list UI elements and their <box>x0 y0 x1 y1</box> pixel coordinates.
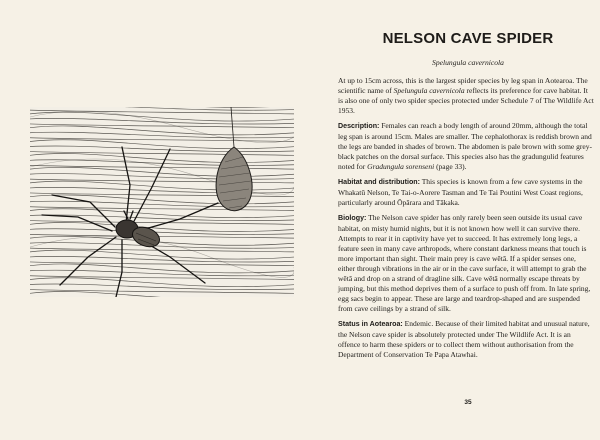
description-paragraph: Description: Females can reach a body length of around 20mm, although the total leg span is around 15cm. Males are smaller. The cephalothorax is reddish brown and the legs are banded in shades of brown. The abdomen is pale brown with some grey-black patches on the dorsal surface. This species also has the gradungulid features noted for Gradungula sorenseni (page 33). <box>338 121 592 171</box>
biology-label: Biology: <box>338 214 367 223</box>
spider-illustration <box>30 107 294 297</box>
body-text <box>338 76 594 365</box>
habitat-label: Habitat and distribution: <box>338 178 420 187</box>
biology-paragraph: Biology: The Nelson cave spider has only rarely been seen outside its usual cave habitat, on misty humid nights, but it is not known how well it can survive there. Attempts to rear it in captivity have yet to succeed. It has extremely long legs, a feature seen in many cave arthropods, where constant darkness means that touch is more important than sight. Their main prey is cave wētā. If a spider senses one, either through vibrations in the air or in the cave surface, it will attempt to grab the wētā and drop on a strand of dragline silk. Cave wētā normally escape threats by jumping, but this method deprives them of a surface to push off from. In late spring, egg sacs begin to appear. These are large and teardrop-shaped and are suspended from cave ceilings by a strand of silk. <box>338 213 591 313</box>
status-paragraph: Status in Aotearoa: Endemic. Because of their limited habitat and unusual nature, the Nelson cave spider is absolutely protected under The Wildlife Act. It is an offence to harm these spiders or to collect them without authorisation from the Department of Conservation Te Papa Atawhai. <box>338 318 590 359</box>
intro-paragraph: At up to 15cm across, this is the largest spider species by leg span in Aotearoa. The scientific name of Spelungula cavernicola reflects its preference for cave habitat. It is also one of only two spider species protected under Schedule 7 of The Wildlife Act 1953. <box>338 76 594 115</box>
page-number: 35 <box>464 399 472 406</box>
page-title: NELSON CAVE SPIDER <box>382 30 554 47</box>
status-label: Status in Aotearoa: <box>338 319 403 328</box>
habitat-paragraph: Habitat and distribution: This species is known from a few cave systems in the Whakatū Nelson, Te Tai-o-Aorere Tasman and Te Tai Poutini West Coast regions, particularly around Ōpārara and Tākaka. <box>338 177 583 207</box>
scientific-name: Spelungula cavernicola <box>432 58 504 67</box>
description-label: Description: <box>338 122 380 131</box>
